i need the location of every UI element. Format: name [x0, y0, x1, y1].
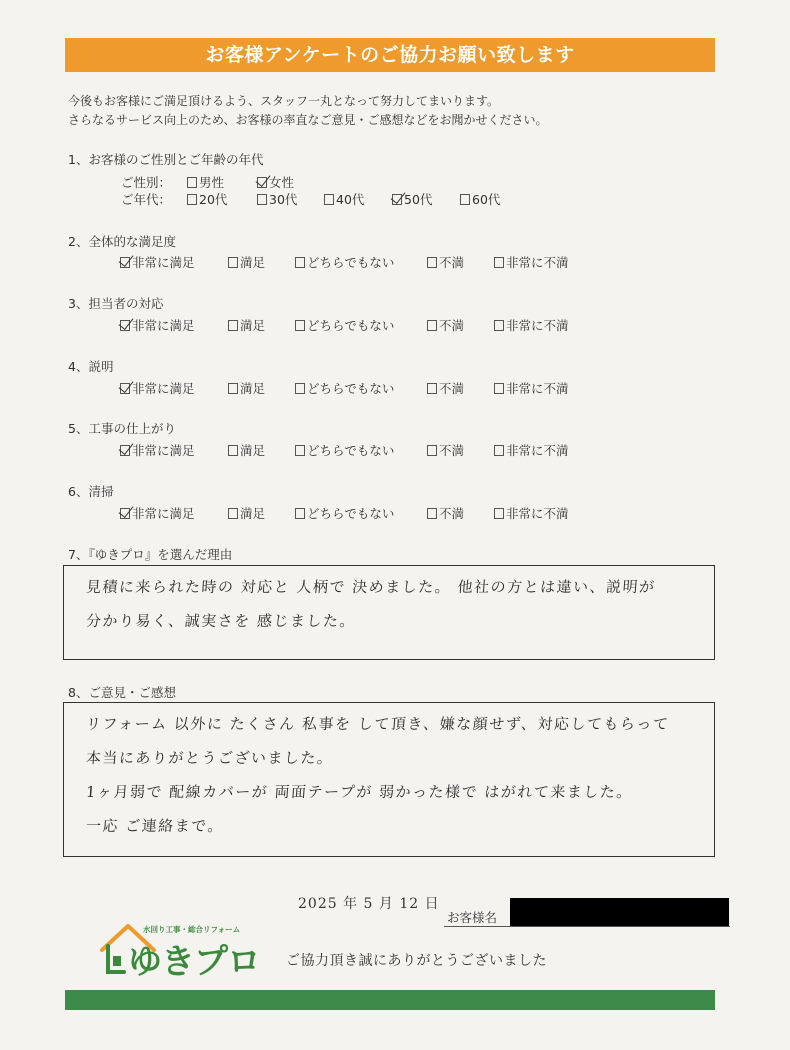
q3-option-very-satisfied[interactable]: 非常に満足 [120, 316, 195, 334]
customer-name-label: お客様名 [447, 910, 498, 925]
q2-option-neutral[interactable]: どちらでもない [295, 253, 394, 271]
customer-name-redaction [510, 898, 729, 927]
survey-date: 2025 年 5 月 12 日 [298, 896, 440, 912]
q5-option-neutral[interactable]: どちらでもない [295, 441, 394, 459]
q5-option-dissatisfied[interactable]: 不満 [427, 441, 464, 459]
checkbox-icon[interactable] [494, 383, 504, 394]
age-row [121, 191, 681, 207]
q6-option-very-dissatisfied[interactable]: 非常に不満 [494, 504, 569, 522]
checkbox-icon[interactable] [295, 257, 305, 268]
q6-option-satisfied[interactable]: 満足 [228, 504, 265, 522]
q3-option-neutral[interactable]: どちらでもない [295, 316, 394, 334]
age-option-30s[interactable]: 30代 [257, 190, 297, 208]
q8-answer-line-3: 1ヶ月弱で 配線カバーが 両面テープが 弱かった様で はがれて来ました。 [85, 783, 634, 801]
checkbox-checked-icon[interactable] [120, 320, 130, 331]
age-option-40s[interactable]: 40代 [324, 190, 364, 208]
checkbox-icon[interactable] [324, 194, 334, 205]
checkbox-icon[interactable] [228, 445, 238, 456]
q4-option-satisfied[interactable]: 満足 [228, 379, 265, 397]
q7-answer-line-2: 分かり易く、誠実さを 感じました。 [85, 612, 357, 630]
q6-option-very-satisfied[interactable]: 非常に満足 [120, 504, 195, 522]
q7-answer-line-1: 見積に来られた時の 対応と 人柄で 決めました。 他社の方とは違い、説明が [85, 578, 657, 596]
checkbox-icon[interactable] [228, 257, 238, 268]
checkbox-icon[interactable] [494, 445, 504, 456]
q6-title: 6、清掃 [68, 484, 114, 499]
q2-option-satisfied[interactable]: 満足 [228, 253, 265, 271]
q8-answer-box[interactable] [63, 702, 715, 857]
q8-title: 8、ご意見・ご感想 [68, 685, 176, 700]
checkbox-icon[interactable] [427, 383, 437, 394]
intro-line-2: さらなるサービス向上のため、お客様の率直なご意見・ご感想などをお聞かせください。 [68, 113, 548, 127]
q4-option-neutral[interactable]: どちらでもない [295, 379, 394, 397]
checkbox-icon[interactable] [427, 257, 437, 268]
checkbox-icon[interactable] [494, 320, 504, 331]
q8-answer-line-4: 一応 ご連絡まで。 [85, 817, 225, 835]
customer-name-underline [444, 926, 730, 927]
q4-options [120, 380, 680, 396]
checkbox-icon[interactable] [228, 320, 238, 331]
q3-option-very-dissatisfied[interactable]: 非常に不満 [494, 316, 569, 334]
q3-title: 3、担当者の対応 [68, 296, 164, 311]
q2-option-very-dissatisfied[interactable]: 非常に不満 [494, 253, 569, 271]
gender-label: ご性別： [121, 175, 172, 190]
logo-tagline: 水回り工事・総合リフォーム [143, 925, 241, 934]
q8-answer-line-2: 本当にありがとうございました。 [85, 749, 335, 767]
q3-options [120, 317, 680, 333]
q6-option-dissatisfied[interactable]: 不満 [427, 504, 464, 522]
checkbox-checked-icon[interactable] [392, 194, 402, 205]
gender-option-male[interactable]: 男性 [187, 173, 224, 191]
q2-options [120, 254, 680, 270]
checkbox-icon[interactable] [295, 508, 305, 519]
q2-option-very-satisfied[interactable]: 非常に満足 [120, 253, 195, 271]
checkbox-icon[interactable] [257, 194, 267, 205]
checkbox-icon[interactable] [295, 445, 305, 456]
q2-title: 2、全体的な満足度 [68, 234, 176, 249]
q6-options [120, 505, 680, 521]
footer-bar [65, 990, 715, 1010]
company-logo [98, 920, 273, 982]
checkbox-icon[interactable] [295, 383, 305, 394]
q6-option-neutral[interactable]: どちらでもない [295, 504, 394, 522]
gender-row [121, 174, 681, 190]
checkbox-icon[interactable] [187, 194, 197, 205]
checkbox-icon[interactable] [460, 194, 470, 205]
q4-option-dissatisfied[interactable]: 不満 [427, 379, 464, 397]
checkbox-icon[interactable] [228, 383, 238, 394]
age-option-60s[interactable]: 60代 [460, 190, 500, 208]
checkbox-checked-icon[interactable] [257, 177, 267, 188]
q5-option-satisfied[interactable]: 満足 [228, 441, 265, 459]
q3-option-satisfied[interactable]: 満足 [228, 316, 265, 334]
q8-answer-line-1: リフォーム 以外に たくさん 私事を して頂き、嫌な顔せず、対応してもらって [85, 715, 671, 733]
q3-option-dissatisfied[interactable]: 不満 [427, 316, 464, 334]
checkbox-icon[interactable] [187, 177, 197, 188]
checkbox-icon[interactable] [494, 257, 504, 268]
q5-option-very-satisfied[interactable]: 非常に満足 [120, 441, 195, 459]
gender-option-female[interactable]: 女性 [257, 173, 294, 191]
checkbox-icon[interactable] [494, 508, 504, 519]
checkbox-checked-icon[interactable] [120, 445, 130, 456]
q4-option-very-satisfied[interactable]: 非常に満足 [120, 379, 195, 397]
checkbox-checked-icon[interactable] [120, 257, 130, 268]
checkbox-icon[interactable] [228, 508, 238, 519]
q4-title: 4、説明 [68, 359, 114, 374]
age-label: ご年代： [121, 192, 172, 207]
checkbox-icon[interactable] [427, 508, 437, 519]
intro-line-1: 今後もお客様にご満足頂けるよう、スタッフ一丸となって努力してまいります。 [68, 94, 500, 108]
logo-name: ゆきプロ [128, 942, 260, 982]
intro-text [68, 92, 548, 130]
q5-options [120, 442, 680, 458]
q7-title: 7、『ゆきプロ』を選んだ理由 [68, 547, 233, 562]
q5-title: 5、工事の仕上がり [68, 421, 176, 436]
q4-option-very-dissatisfied[interactable]: 非常に不満 [494, 379, 569, 397]
checkbox-icon[interactable] [295, 320, 305, 331]
q5-option-very-dissatisfied[interactable]: 非常に不満 [494, 441, 569, 459]
checkbox-icon[interactable] [427, 320, 437, 331]
survey-title: お客様アンケートのご協力お願い致します [65, 38, 715, 72]
q2-option-dissatisfied[interactable]: 不満 [427, 253, 464, 271]
checkbox-checked-icon[interactable] [120, 508, 130, 519]
checkbox-checked-icon[interactable] [120, 383, 130, 394]
checkbox-icon[interactable] [427, 445, 437, 456]
q7-answer-box[interactable] [63, 565, 715, 660]
age-option-20s[interactable]: 20代 [187, 190, 227, 208]
thank-you-message: ご協力頂き誠にありがとうございました [286, 953, 547, 969]
q1-title: 1、お客様のご性別とご年齢の年代 [68, 152, 264, 167]
age-option-50s[interactable]: 50代 [392, 190, 432, 208]
